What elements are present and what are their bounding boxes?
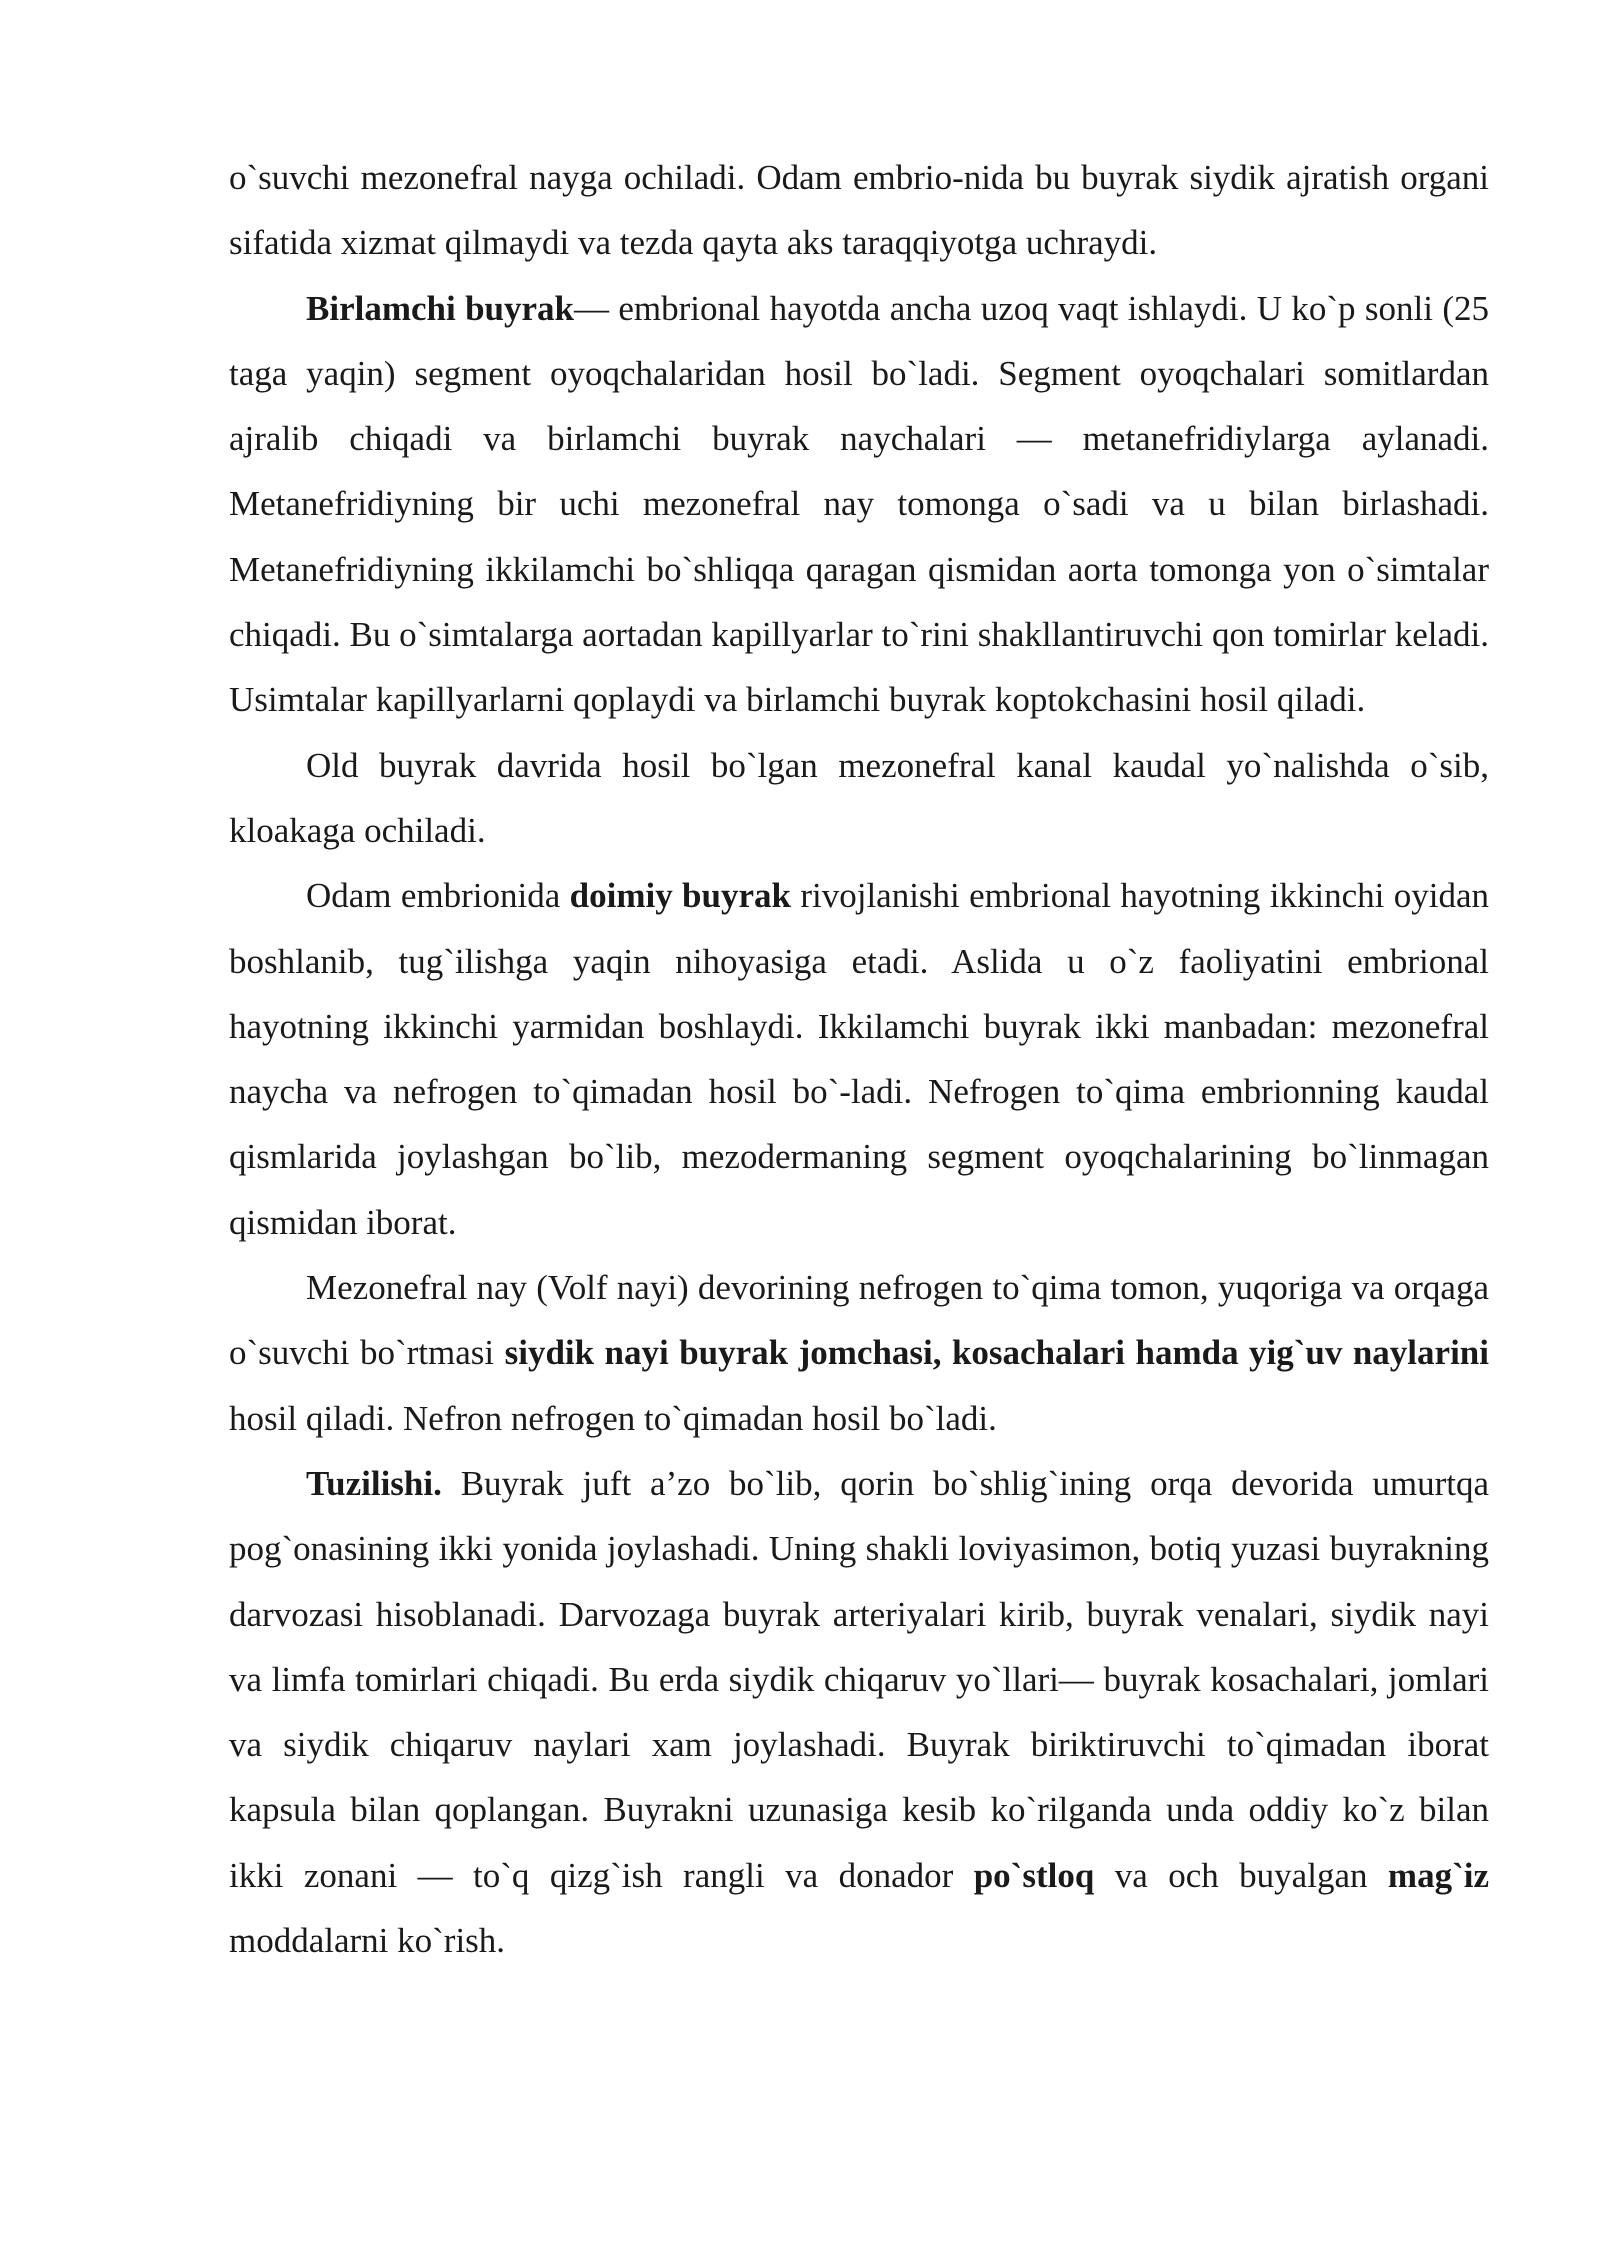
paragraph-p6 bbox=[229, 1451, 1489, 1973]
bold-term: Tuzilishi. bbox=[306, 1463, 442, 1503]
text-run: hosil qiladi. Nefron nefrogen to`qimadan hosil bo`ladi. bbox=[229, 1398, 997, 1438]
bold-term: mag`iz bbox=[1387, 1855, 1489, 1895]
text-run: — embrional hayotda ancha uzoq vaqt ishlaydi. U ko`p sonli (25 taga yaqin) segment oyoqchalaridan hosil bo`ladi. Segment oyoqchalari somitlardan ajralib chiqadi va birlamchi buyrak naychalari — metanefridiylarga aylanadi. Metanefridiyning bir uchi mezonefral nay tomonga o`sadi va u bilan birlashadi. Metanefridiyning ikkilamchi bo`shliqqa qaragan qismidan aorta tomonga yon o`simtalar chiqadi. Bu o`simtalarga aortadan kapillyarlar to`rini shakllantiruvchi qon tomirlar keladi. Usimtalar kapillyarlarni qoplaydi va birlamchi buyrak koptokchasini hosil qiladi. bbox=[229, 288, 1490, 720]
text-run: Odam embrionida bbox=[306, 876, 570, 916]
bold-term: doimiy buyrak bbox=[569, 876, 791, 916]
text-run: Old buyrak davrida hosil bo`lgan mezonefral kanal kaudal yo`nalishda o`sib, kloakaga ochiladi. bbox=[229, 745, 1489, 850]
paragraph-p5 bbox=[229, 1255, 1489, 1451]
text-run: va och buyalgan bbox=[1094, 1855, 1388, 1895]
paragraph-p3 bbox=[229, 733, 1489, 864]
bold-term: po`stloq bbox=[973, 1855, 1095, 1895]
text-run: moddalarni ko`rish. bbox=[229, 1921, 506, 1961]
document-page bbox=[229, 145, 1489, 1973]
text-run: o`suvchi mezonefral nayga ochiladi. Odam embrio-nida bu buyrak siydik ajratish organi sifatida xizmat qilmaydi va tezda qayta aks taraqqiyotga uchraydi. bbox=[229, 158, 1489, 263]
text-run: Buyrak juft a’zo bo`lib, qorin bo`shlig`ining orqa devorida umurtqa pog`onasining ikki yonida joylashadi. Uning shakli loviyasimon, botiq yuzasi buyrakning darvozasi hisoblanadi. Darvozaga buyrak arteriyalari kirib, buyrak venalari, siydik nayi va limfa tomirlari chiqadi. Bu erda siydik chiqaruv yo`llari— buyrak kosachalari, jomlari va siydik chiqaruv naylari xam joylashadi. Buyrak biriktiruvchi to`qimadan iborat kapsula bilan qoplangan. Buyrakni uzunasiga kesib ko`rilganda unda oddiy ko`z bilan ikki zonani — to`q qizg`ish rangli va donador bbox=[229, 1463, 1489, 1895]
paragraph-p1 bbox=[229, 145, 1489, 276]
paragraph-p4 bbox=[229, 863, 1489, 1255]
bold-term: Birlamchi buyrak bbox=[306, 288, 575, 328]
text-run: rivojlanishi embrional hayotning ikkinchi oyidan boshlanib, tug`ilishga yaqin nihoyasiga etadi. Aslida u o`z faoliyatini embrional hayotning ikkinchi yarmidan boshlaydi. Ikkilamchi buyrak ikki manbadan: mezonefral naycha va nefrogen to`qimadan hosil bo`-ladi. Nefrogen to`qima embrionning kaudal qismlarida joylashgan bo`lib, mezodermaning segment oyoqchalarining bo`linmagan qismidan iborat. bbox=[229, 876, 1490, 1242]
bold-term: siydik nayi buyrak jomchasi, kosachalari hamda yig`uv naylarini bbox=[504, 1333, 1489, 1373]
text-run: Mezonefral nay (Volf nayi) devorining nefrogen to`qima tomon, yuqoriga va orqaga o`suvchi bo`rtmasi bbox=[229, 1268, 1489, 1373]
paragraph-p2 bbox=[229, 276, 1489, 733]
